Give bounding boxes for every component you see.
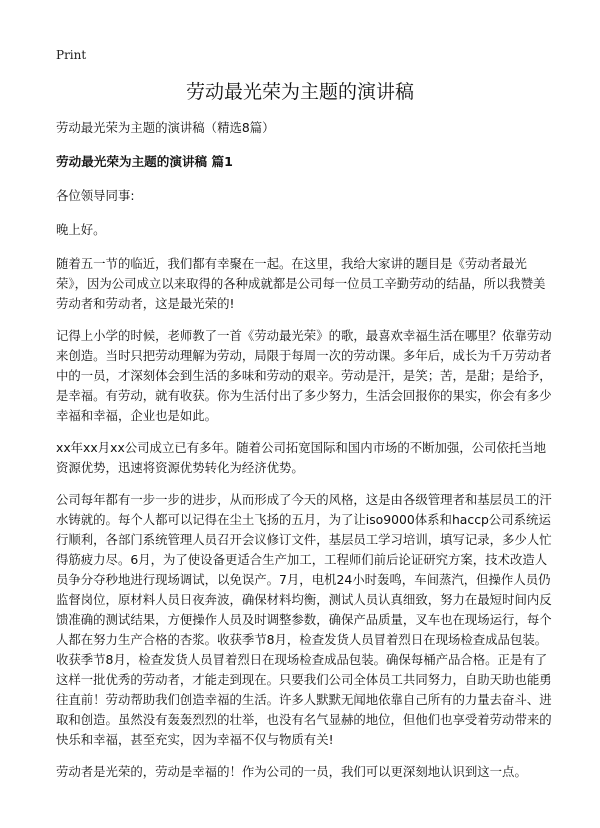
- paragraph: 记得上小学的时候，老师教了一首《劳动最光荣》的歌，最喜欢幸福生活在哪里？依靠劳动来创造。当时只把劳动理解为劳动，局限于每周一次的劳动课。多年后，成长为千万劳动者中的一员，才深刻体会到生活的多味和劳动的艰辛。劳动是汗，是笑；苦，是甜；是给予，是幸福。有劳动，就有收获。你为生活付出了多少努力，生活会回报你的果实，你会有多少幸福和幸福，企业也是如此。: [56, 328, 552, 423]
- section-heading: 劳动最光荣为主题的演讲稿 篇1: [56, 154, 233, 169]
- paragraph: 随着五一节的临近，我们都有幸聚在一起。在这里，我给大家讲的题目是《劳动者最光荣》，因为公司成立以来取得的各种成就都是公司每一位员工辛勤劳动的结晶，所以我赞美劳动者和劳动者，这是最光荣的!: [56, 256, 546, 311]
- document-subtitle: 劳动最光荣为主题的演讲稿（精选8篇）: [56, 120, 275, 135]
- paragraph: 公司每年都有一步一步的进步，从而形成了今天的风格，这是由各级管理者和基层员工的汗水铸就的。每个人都可以记得在尘土飞扬的五月，为了让iso9000体系和haccp公司系统运行顺利，各部门系统管理人员召开会议修订文件，基层员工学习培训，填写记录，多少人忙得筋疲力尽。6月，为了使设备更适合生产加工，工程师们前后论证研究方案，技术改造人员争分夺秒地进行现场调试，以免误产。7月，电机24小时轰鸣，车间蒸汽，但操作人员仍监督岗位，原材料人员日夜奔波，确保材料均衡，测试人员认真细致，努力在最短时间内反馈准确的测试结果，方便操作人员及时调整参数，确保产品质量，叉车也在现场运行，每个人都在努力生产合格的杏浆。收获季节8月，检查发货人员冒着烈日在现场检查成品包装。收获季节8月，检查发货人员冒着烈日在现场检查成品包装。确保每桶产品合格。正是有了这样一批优秀的劳动者，才能走到现在。只要我们公司全体员工共同努力，自助天助也能勇往直前！劳动帮助我们创造幸福的生活。许多人默默无闻地依靠自己所有的力量去奋斗、进取和创造。虽然没有轰轰烈烈的壮举，也没有名气显赫的地位，但他们也享受着劳动带来的快乐和幸福，甚至充实，因为幸福不仅与物质有关!: [56, 492, 552, 747]
- page-title: 劳动最光荣为主题的演讲稿: [185, 81, 414, 103]
- greeting: 晚上好。: [56, 222, 106, 237]
- print-link[interactable]: Print: [56, 48, 87, 62]
- paragraph: 劳动者是光荣的，劳动是幸福的！作为公司的一员，我们可以更深刻地认识到这一点。: [56, 764, 527, 779]
- salutation: 各位领导同事:: [56, 188, 135, 203]
- document-body: [56, 118, 556, 794]
- paragraph: xx年xx月xx公司成立已有多年。随着公司拓宽国际和国内市场的不断加强，公司依托当地资源优势，迅速将资源优势转化为经济优势。: [56, 440, 547, 475]
